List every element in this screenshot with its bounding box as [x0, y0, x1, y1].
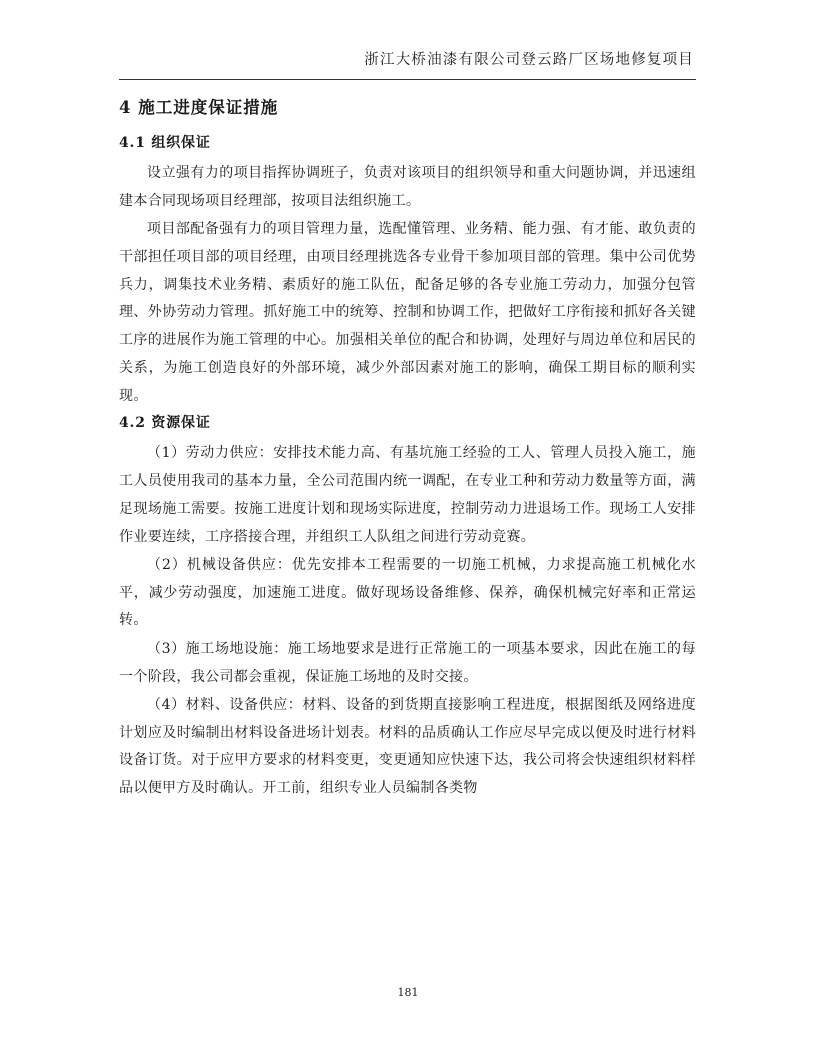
subsection-heading-4-2: 4.2 资源保证 — [119, 415, 211, 432]
paragraph-site-facilities: （3）施工场地设施：施工场地要求是进行正常施工的一项基本要求，因此在施工的每一个阶段，我公司都会重视，保证施工场地的及时交接。 — [119, 640, 696, 685]
paragraph-materials-supply: （4）材料、设备供应：材料、设备的到货期直接影响工程进度，根据图纸及网络进度计划应及时编制出材料设备进场计划表。材料的品质确认工作应尽早完成以便及时进行材料设备订货。对于应甲方要求的材料变更，变更通知应快速下达，我公司将会快速组织材料样品以便甲方及时确认。开工前，组织专业人员编制各类物 — [119, 696, 696, 797]
paragraph: 项目部配备强有力的项目管理力量，选配懂管理、业务精、能力强、有才能、敢负责的干部担任项目部的项目经理，由项目经理挑选各专业骨干参加项目部的管理。集中公司优势兵力，调集技术业务精、素质好的施工队伍，配备足够的各专业施工劳动力，加强分包管理、外协劳动力管理。抓好施工中的统筹、控制和协调工作，把做好工序衔接和抓好各关键工序的进展作为施工管理的中心。加强相关单位的配合和协调，处理好与周边单位和居民的关系，为施工创造良好的外部环境，减少外部因素对施工的影响，确保工期目标的顺利实现。 — [119, 221, 696, 404]
section-heading: 4 施工进度保证措施 — [119, 98, 279, 117]
page-content — [119, 97, 696, 804]
paragraph-labor-supply: （1）劳动力供应：安排技术能力高、有基坑施工经验的工人、管理人员投入施工，施工人员使用我司的基本力量，全公司范围内统一调配，在专业工种和劳动力数量等方面，满足现场施工需要。按施工进度计划和现场实际进度，控制劳动力进退场工作。现场工人安排作业要连续，工序搭接合理，并组织工人队组之间进行劳动竞赛。 — [119, 445, 696, 545]
running-header-title: 浙江大桥油漆有限公司登云路厂区场地修复项目 — [364, 52, 694, 68]
subsection-heading-4-1: 4.1 组织保证 — [119, 135, 211, 151]
header-divider — [119, 79, 696, 80]
page-number: 181 — [397, 986, 419, 999]
paragraph-machinery-supply: （2）机械设备供应：优先安排本工程需要的一切施工机械，力求提高施工机械化水平，减少劳动强度，加速施工进度。做好现场设备维修、保养，确保机械完好率和正常运转。 — [119, 556, 696, 629]
paragraph: 设立强有力的项目指挥协调班子，负责对该项目的组织领导和重大问题协调，并迅速组建本合同现场项目经理部，按项目法组织施工。 — [119, 165, 696, 209]
